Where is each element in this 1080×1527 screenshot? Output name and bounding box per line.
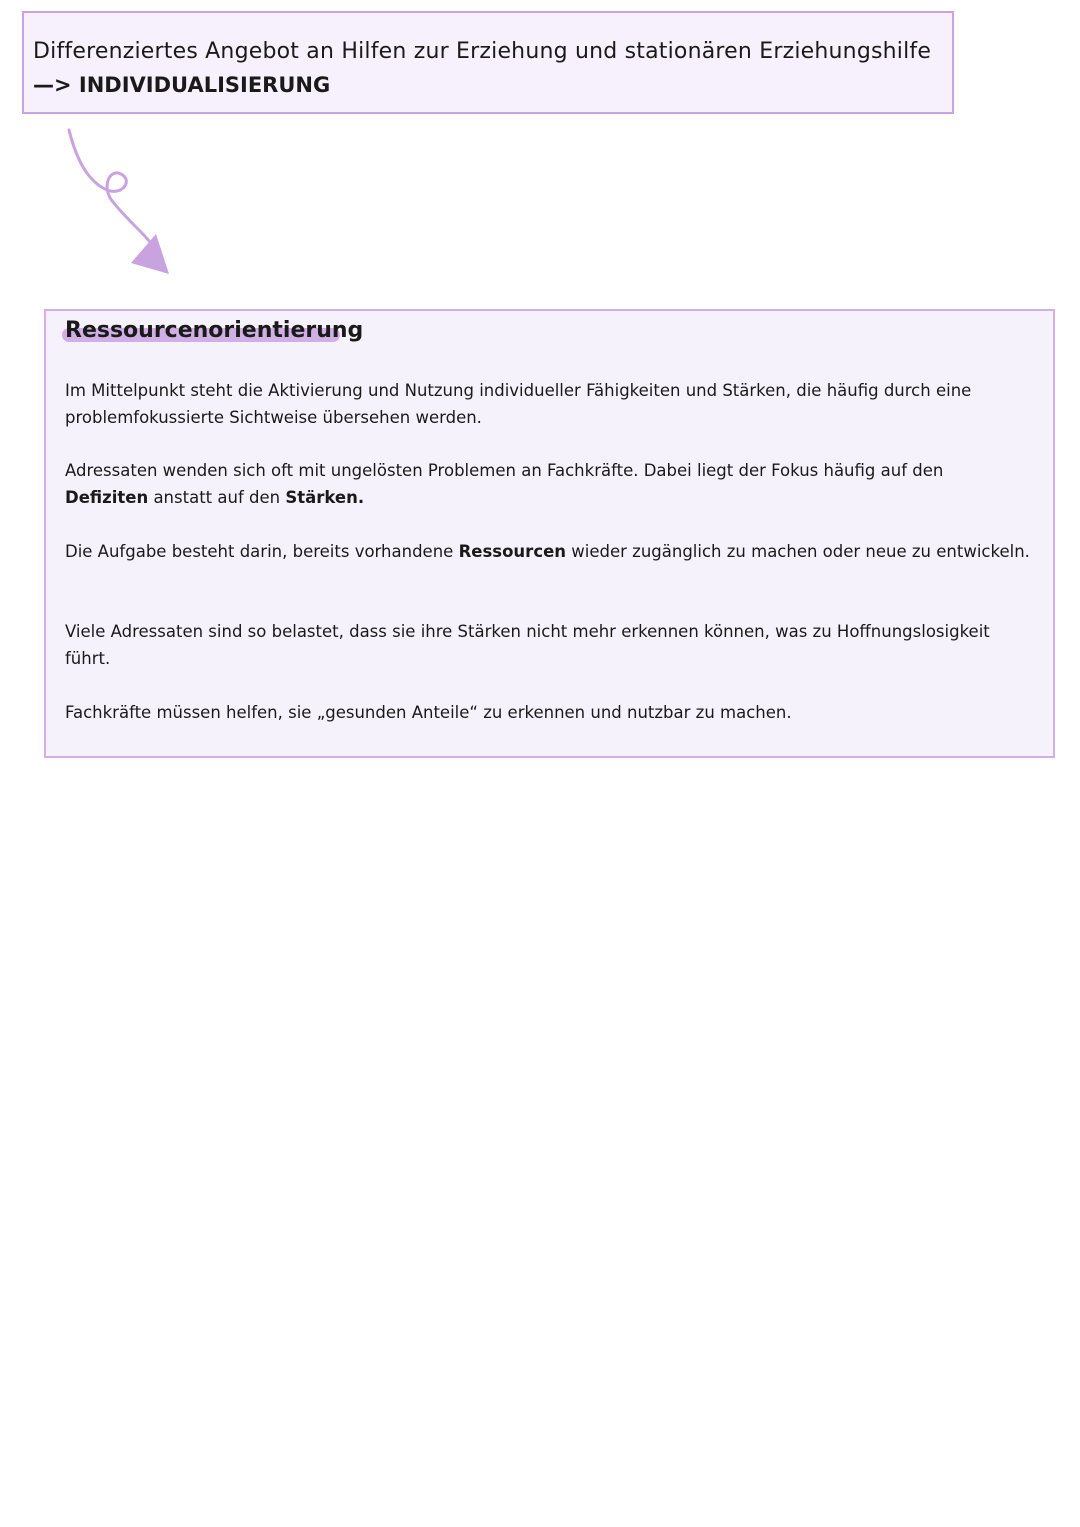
paragraph-2-bold-staerken: Stärken. — [285, 488, 365, 507]
paragraph-3 — [65, 538, 1030, 565]
paragraph-3-text-c: wieder zugänglich zu machen oder neue zu entwickeln. — [566, 542, 1030, 561]
paragraph-3-text-a: Die Aufgabe besteht darin, bereits vorhandene — [65, 542, 459, 561]
paragraph-5: Fachkräfte müssen helfen, sie „gesunden Anteile“ zu erkennen und nutzbar zu machen. — [65, 703, 792, 722]
header-title: Differenziertes Angebot an Hilfen zur Erziehung und stationären Erziehungshilfe — [33, 39, 932, 64]
paragraph-3-bold-ressourcen: Ressourcen — [458, 542, 567, 561]
header-subtitle: —> INDIVIDUALISIERUNG — [33, 73, 331, 97]
paragraph-2-text-a: Adressaten wenden sich oft mit ungelösten Problemen an Fachkräfte. Dabei liegt der Fokus häufig auf den — [65, 461, 944, 480]
paragraph-2 — [65, 457, 1030, 511]
header-box — [22, 11, 954, 114]
curly-arrow-icon — [55, 122, 185, 282]
paragraph-4: Viele Adressaten sind so belastet, dass sie ihre Stärken nicht mehr erkennen können, was zu Hoffnungslosigkeit führt. — [65, 622, 990, 668]
section-box — [44, 309, 1055, 758]
section-title: Ressourcenorientierung — [65, 318, 364, 343]
paragraph-2-bold-defizite: Defiziten — [65, 488, 149, 507]
paragraph-2-text-c: anstatt auf den — [148, 488, 286, 507]
paragraph-1: Im Mittelpunkt steht die Aktivierung und Nutzung individueller Fähigkeiten und Stärken, die häufig durch eine problemfokussierte Sichtweise übersehen werden. — [65, 381, 972, 427]
